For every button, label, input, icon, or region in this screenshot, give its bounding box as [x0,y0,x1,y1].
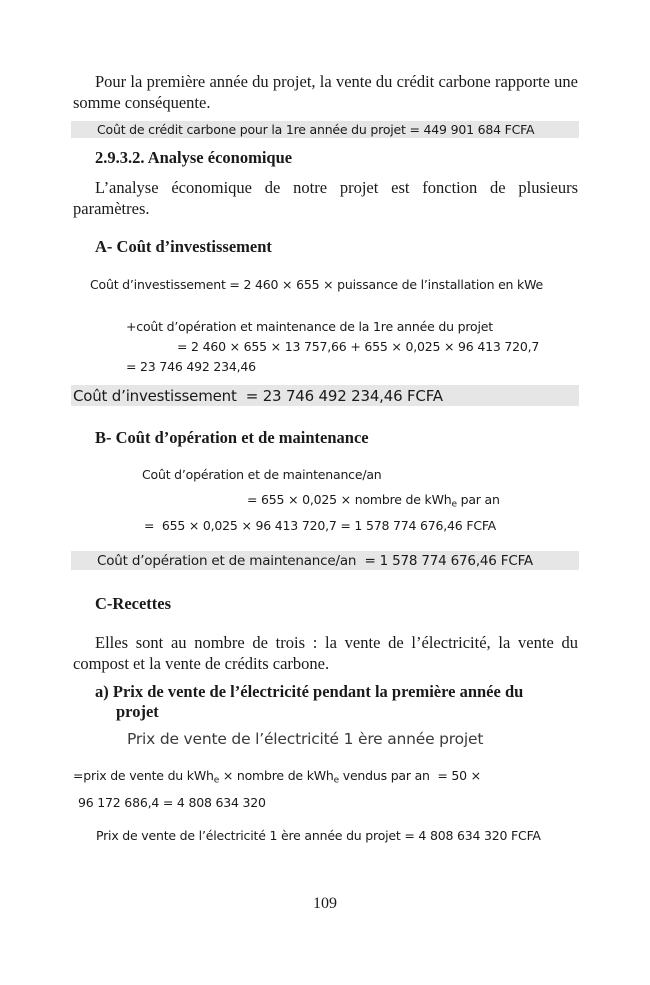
subheading-investissement: A- Coût d’investissement [95,237,272,256]
formula-prix-1: =prix de vente du kWh$_e$ × nombre de kWh$_e$ vendus par an = 50 × [73,768,481,786]
formula-prix-title: Prix de vente de l’électricité 1 ère année projet [127,730,484,748]
formula-invest-3: = 2 460 × 655 × 13 757,66 + 655 × 0,025 × 96 413 720,7 [177,339,540,354]
subheading-recettes: C-Recettes [95,594,172,613]
page-number: 109 [313,895,337,912]
formula-invest-1: Coût d’investissement = 2 460 × 655 × puissance de l’installation en kWe [90,277,544,292]
formula-invest-4: = 23 746 492 234,46 [126,359,256,374]
credit-carbone-result: Coût de crédit carbone pour la 1re année du projet = 449 901 684 FCFA [97,122,535,137]
formula-op-3: = 655 × 0,025 × 96 413 720,7 = 1 578 774 676,46 FCFA [144,518,497,533]
investissement-result: Coût d’investissement = 23 746 492 234,46 FCFA [73,387,443,405]
subheading-prix-line1: a) Prix de vente de l’électricité pendant la première année du [95,682,524,701]
subheading-operation: B- Coût d’opération et de maintenance [95,428,369,447]
recettes-paragraph: Elles sont au nombre de trois : la vente de l’électricité, la vente du compost et la vente de crédits carbone. [73,633,578,673]
operation-result: Coût d’opération et de maintenance/an = 1 578 774 676,46 FCFA [97,553,533,569]
formula-prix-3: Prix de vente de l’électricité 1 ère année du projet = 4 808 634 320 FCFA [96,828,541,843]
formula-op-1: Coût d’opération et de maintenance/an [142,467,382,482]
formula-op-2: = 655 × 0,025 × nombre de kWh$_e$ par an [247,492,500,510]
formula-invest-2: +coût d’opération et maintenance de la 1re année du projet [126,319,493,334]
intro-paragraph: Pour la première année du projet, la vente du crédit carbone rapporte une somme conséquente. [73,72,578,112]
subheading-prix-line2: projet [116,702,159,721]
formula-prix-2: 96 172 686,4 = 4 808 634 320 [78,795,266,810]
section-heading-analyse: 2.9.3.2. Analyse économique [95,148,293,167]
analyse-paragraph: L’analyse économique de notre projet est fonction de plusieurs paramètres. [73,178,578,218]
